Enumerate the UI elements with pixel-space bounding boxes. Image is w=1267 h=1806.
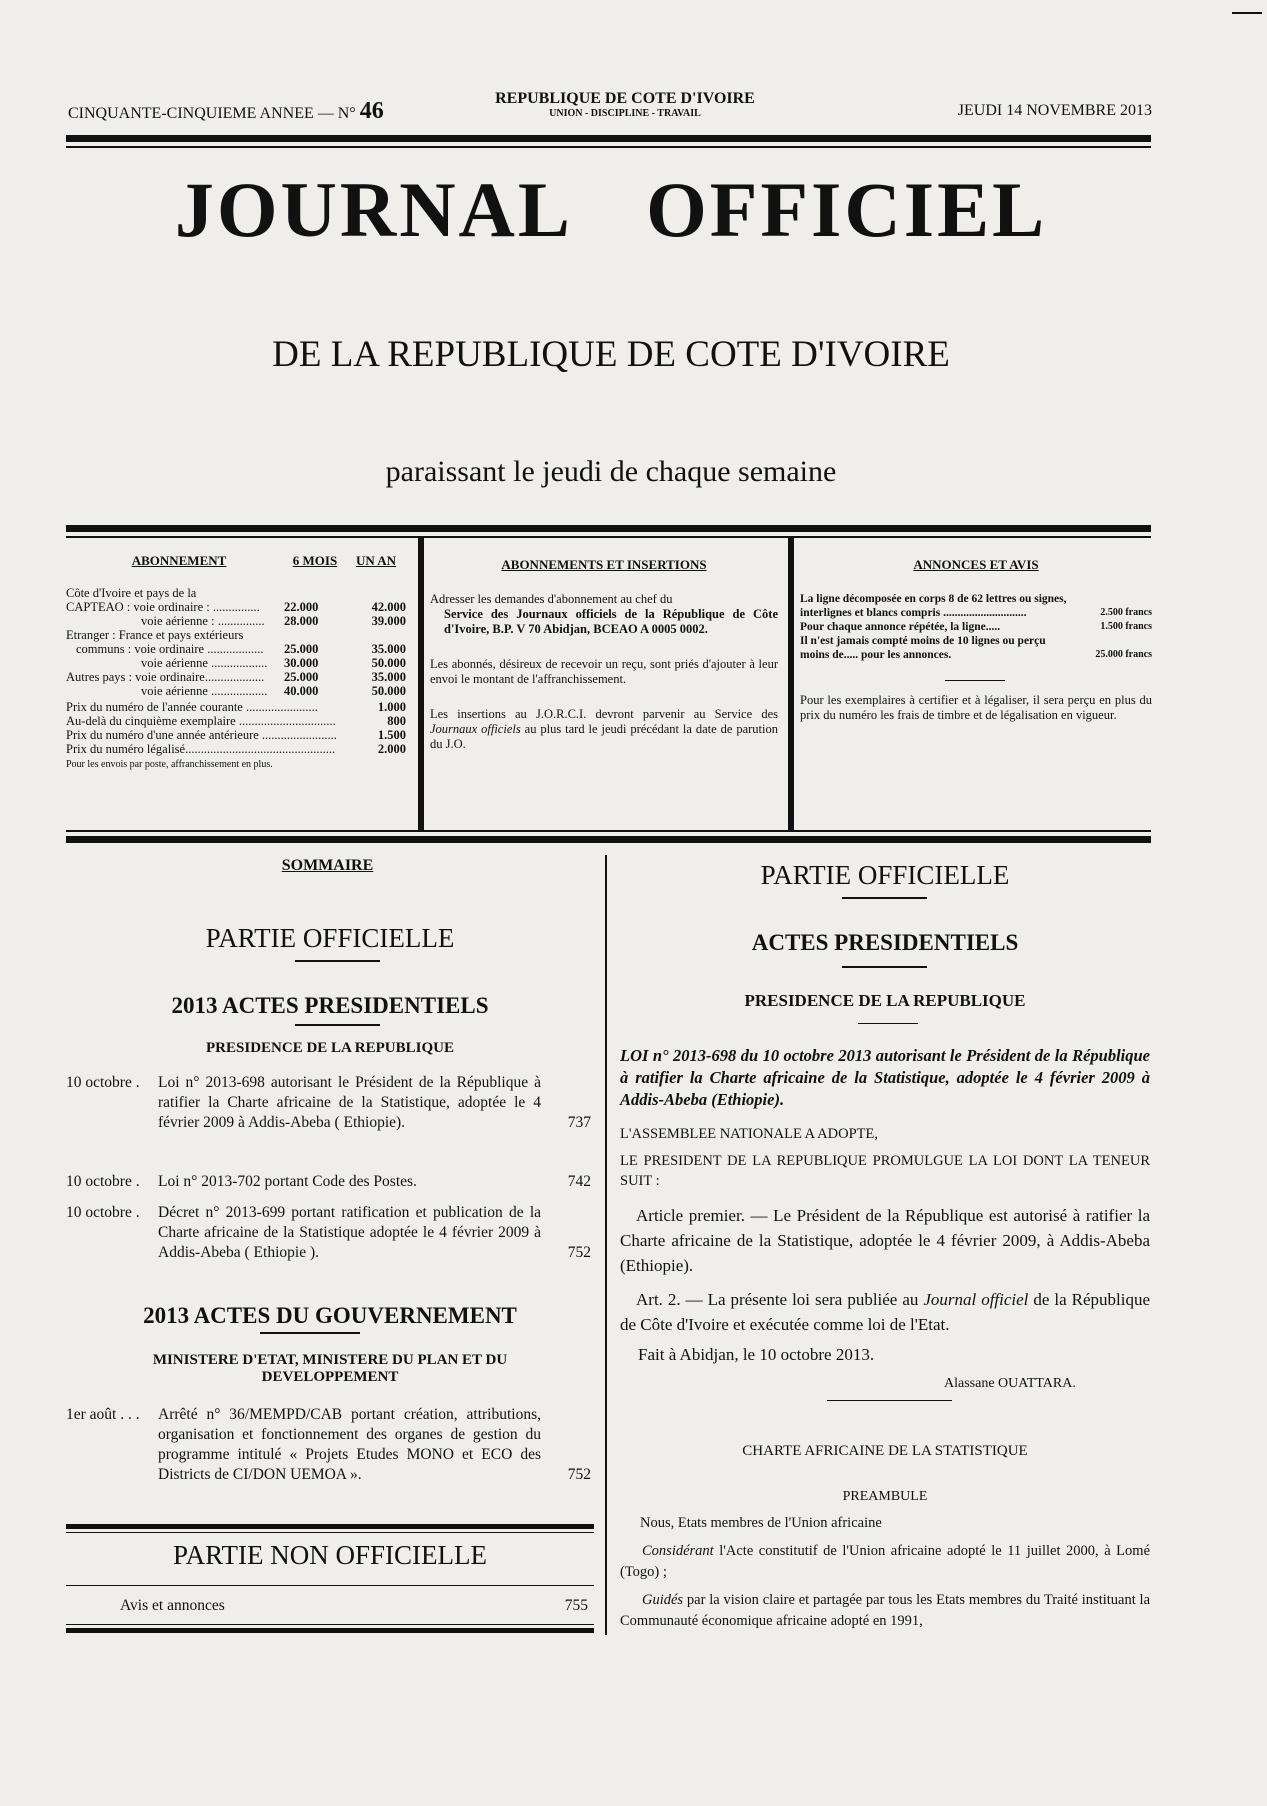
- abonnement-price-value: 1.000: [377, 700, 406, 714]
- abonnement-row-label: Autres pays : voie ordinaire...................: [66, 670, 265, 684]
- right-presidence-underline: [858, 1023, 918, 1024]
- sommaire-partie-officielle: PARTIE OFFICIELLE: [205, 923, 455, 953]
- abonnement-row-unan: 50.000: [371, 656, 406, 670]
- journal-subtitle: DE LA REPUBLIQUE DE COTE D'IVOIRE: [272, 334, 950, 375]
- entry-page: 742: [567, 1173, 591, 1190]
- motto: UNION - DISCIPLINE - TRAVAIL: [549, 108, 701, 119]
- abonnement-row-6mois: 40.000: [284, 684, 319, 698]
- abonnement-price-row: [66, 700, 406, 714]
- sommaire-entry-3[interactable]: [66, 1203, 591, 1263]
- issue-date: JEUDI 14 NOVEMBRE 2013: [957, 102, 1152, 119]
- abonnement-row-6mois: 30.000: [284, 656, 319, 670]
- entry-date: 1er août . . .: [66, 1406, 140, 1423]
- non-off-rule-thin: [66, 1532, 594, 1533]
- infobox-bottom-thin: [66, 830, 1151, 832]
- fait-a-abidjan: Fait à Abidjan, le 10 octobre 2013.: [638, 1345, 875, 1364]
- abonnement-row-unan: 42.000: [371, 600, 406, 614]
- abonnement-row: [66, 656, 406, 670]
- infobox-divider-2: [788, 538, 794, 830]
- abonnement-row-6mois: 22.000: [284, 600, 319, 614]
- abonnement-price-label: Prix du numéro légalisé................................................: [66, 742, 336, 756]
- abonnement-note: Pour les envois par poste, affranchissement en plus.: [66, 759, 273, 770]
- signature: Alassane OUATTARA.: [944, 1376, 1076, 1391]
- abonnement-row-label: voie aérienne ..................: [141, 684, 268, 698]
- corner-mark: [1232, 12, 1262, 14]
- abonnement-price-label: Prix du numéro de l'année courante .......................: [66, 700, 318, 714]
- avis-annonces-page: 755: [564, 1597, 588, 1614]
- considerant: Considérant l'Acte constitutif de l'Union africaine adopté le 11 juillet 2000, à Lomé (Togo) ;: [620, 1543, 1151, 1580]
- abonnement-row-label: Etranger : France et pays extérieurs: [66, 628, 244, 642]
- abonnement-price-row: [66, 728, 406, 742]
- annonces-l2: Pour chaque annonce répétée, la ligne.....: [800, 621, 1001, 633]
- abonnement-row-unan: 50.000: [371, 684, 406, 698]
- sommaire-bottom-thin: [66, 1624, 594, 1625]
- insertions-p3: Les insertions au J.O.R.C.I. devront parvenir au Service des Journaux officiels au plus tard le jeudi précédant la date de parution du J.O.: [430, 707, 778, 751]
- abonnement-row-6mois: 25.000: [284, 670, 319, 684]
- republic-name: REPUBLIQUE DE COTE D'IVOIRE: [495, 90, 755, 107]
- right-presidence: PRESIDENCE DE LA REPUBLIQUE: [744, 991, 1026, 1010]
- abonnement-row: [66, 670, 406, 684]
- abonnement-row: [66, 614, 406, 628]
- entry-text: Arrêté n° 36/MEMPD/CAB portant création, attributions, organisation et fonctionnement des organes de gestion du programme intitulé « Projets Etudes MONO et ECO des Districts de CI/DON UEMOA ».: [158, 1406, 541, 1483]
- abonnement-price-value: 2.000: [377, 742, 406, 756]
- abonnement-row-6mois: [284, 628, 346, 642]
- abonnement-row: [66, 586, 406, 600]
- avis-annonces-label: Avis et annonces: [120, 1597, 225, 1614]
- abonnement-head: ABONNEMENT: [131, 553, 227, 568]
- entry-text: Loi n° 2013-702 portant Code des Postes.: [158, 1173, 417, 1190]
- sommaire-ministere: MINISTERE D'ETAT, MINISTERE DU PLAN ET DU DEVELOPPEMENT: [152, 1352, 508, 1385]
- abonnement-row: [66, 684, 406, 698]
- abonnement-row-unan: 35.000: [371, 642, 406, 656]
- abonnement-row-6mois: 28.000: [284, 614, 319, 628]
- annonces-v2: 1.500 francs: [1100, 621, 1152, 632]
- annonces-v3: 25.000 francs: [1095, 649, 1152, 660]
- journal-title: JOURNAL OFFICIEL: [174, 166, 1048, 253]
- infobox-divider-1: [418, 538, 424, 830]
- insertions-p2: Les abonnés, désireux de recevoir un reçu, sont priés d'ajouter à leur envoi le montant de l'affranchissement.: [430, 657, 778, 686]
- right-partie-officielle: PARTIE OFFICIELLE: [760, 860, 1010, 890]
- loi-title: LOI n° 2013-698 du 10 octobre 2013 autorisant le Président de la République à ratifier la Charte africaine de la Statistique, adoptée le 4 février 2009 à Addis-Abeba (Ethiopie).: [620, 1046, 1150, 1109]
- entry-date: 10 octobre .: [66, 1204, 140, 1221]
- header-rule-thick: [66, 135, 1151, 142]
- sommaire-actes-gouv: 2013 ACTES DU GOUVERNEMENT: [143, 1303, 517, 1328]
- annonces-head: ANNONCES ET AVIS: [913, 557, 1039, 572]
- abonnement-price-label: Prix du numéro d'une année antérieure ........................: [66, 728, 337, 742]
- nous-etats: Nous, Etats membres de l'Union africaine: [640, 1515, 882, 1531]
- issue-line: CINQUANTE-CINQUIEME ANNEE — N° 46: [68, 98, 384, 124]
- sommaire-title: SOMMAIRE: [281, 857, 374, 874]
- abonnement-row-label: voie aérienne : ...............: [141, 614, 265, 628]
- entry-date: 10 octobre .: [66, 1074, 140, 1091]
- issue-number: 46: [359, 98, 384, 124]
- actes-pres-underline: [295, 1024, 380, 1026]
- assemblee: L'ASSEMBLEE NATIONALE A ADOPTE,: [620, 1126, 878, 1142]
- entry-date: 10 octobre .: [66, 1173, 140, 1190]
- guides: Guidés par la vision claire et partagée par tous les Etats membres du Traité instituant la Communauté économique africaine adopté en 1991,: [620, 1592, 1151, 1629]
- abonnement-row-unan: [346, 628, 406, 642]
- header-rule-thin: [66, 146, 1151, 148]
- abonnement-row-label: voie aérienne ..................: [141, 656, 268, 670]
- insertions-box: [430, 557, 778, 752]
- abonnement-row-unan: 39.000: [371, 614, 406, 628]
- abonnement-row-unan: 35.000: [371, 670, 406, 684]
- article-2: Art. 2. — La présente loi sera publiée au Journal officiel de la République de Côte d'Ivoire et exécutée comme loi de l'Etat.: [620, 1290, 1151, 1334]
- sommaire-gouv-entry[interactable]: [66, 1405, 591, 1485]
- entry-page: 737: [567, 1114, 591, 1131]
- abonnement-price-value: 800: [387, 714, 406, 728]
- preambule: PREAMBULE: [842, 1489, 928, 1504]
- abonnement-row-6mois: [284, 586, 346, 600]
- abonnement-row-label: Côte d'Ivoire et pays de la: [66, 586, 197, 600]
- charte-title: CHARTE AFRICAINE DE LA STATISTIQUE: [742, 1443, 1028, 1459]
- sommaire-entry-2[interactable]: [66, 1172, 591, 1192]
- partie-underline: [295, 960, 380, 962]
- abonnement-row-label: CAPTEAO : voie ordinaire : ...............: [66, 600, 260, 614]
- actes-gouv-underline: [260, 1332, 360, 1334]
- annonces-l3: Il n'est jamais compté moins de 10 lignes ou perçu moins de..... pour les annonces.: [800, 635, 1046, 661]
- non-off-rule-thick: [66, 1524, 594, 1529]
- right-actes: ACTES PRESIDENTIELS: [751, 930, 1019, 955]
- entry-text: Loi n° 2013-698 autorisant le Président de la République à ratifier la Charte africaine de la Statistique, adoptée le 4 février 2009 à Addis-Abeba ( Ethiopie).: [158, 1074, 541, 1131]
- sommaire-actes-pres: 2013 ACTES PRESIDENTIELS: [171, 993, 489, 1018]
- entry-page: 752: [567, 1244, 591, 1261]
- infobox-bottom-thick: [66, 836, 1151, 843]
- entry-page: 752: [567, 1466, 591, 1483]
- col-unan: UN AN: [355, 553, 397, 568]
- annonces-l1: La ligne décomposée en corps 8 de 62 lettres ou signes, interlignes et blancs compris .............................: [800, 593, 1067, 619]
- abonnement-price-label: Au-delà du cinquième exemplaire ...............................: [66, 714, 336, 728]
- abonnement-row: [66, 642, 406, 656]
- entry-text: Décret n° 2013-699 portant ratification et publication de la Charte africaine de la Statistique adoptée le 4 février 2009 à Addis-Abeba ( Ethiopie ).: [158, 1204, 541, 1261]
- annonces-box: [800, 557, 1152, 723]
- abonnement-box: [66, 553, 406, 772]
- signature-rule: [827, 1400, 952, 1401]
- abonnement-price-row: [66, 742, 406, 756]
- abonnement-row: [66, 600, 406, 614]
- infobox-top-thin: [66, 536, 1151, 538]
- abonnement-row-unan: [346, 586, 406, 600]
- abonnement-row-label: communs : voie ordinaire ..................: [76, 642, 264, 656]
- column-divider: [605, 855, 607, 1635]
- president-promulgue: LE PRESIDENT DE LA REPUBLIQUE PROMULGUE LA LOI DONT LA TENEUR SUIT :: [620, 1153, 1150, 1189]
- right-partie-underline: [842, 897, 927, 899]
- sommaire-non-officielle: PARTIE NON OFFICIELLE: [173, 1540, 487, 1570]
- insertions-p1: Adresser les demandes d'abonnement au chef du Service des Journaux officiels de la République de Côte d'Ivoire, B.P. V 70 Abidjan, BCEAO A 0005 0002.: [430, 592, 778, 636]
- avis-annonces[interactable]: [120, 1597, 588, 1615]
- non-off-rule-2: [66, 1585, 594, 1586]
- abonnement-row: [66, 628, 406, 642]
- abonnement-rows: [66, 586, 406, 698]
- insertions-head: ABONNEMENTS ET INSERTIONS: [501, 557, 707, 572]
- abonnement-prices: [66, 700, 406, 756]
- sommaire-entry-1[interactable]: [66, 1073, 591, 1133]
- col-6mois: 6 MOIS: [292, 553, 338, 568]
- annonces-v1: 2.500 francs: [1100, 607, 1152, 618]
- abonnement-price-row: [66, 714, 406, 728]
- abonnement-price-value: 1.500: [377, 728, 406, 742]
- republic-block: [480, 90, 770, 119]
- annonces-p2: Pour les exemplaires à certifier et à légaliser, il sera perçu en plus du prix du numéro les frais de timbre et de légalisation en vigueur.: [800, 693, 1152, 722]
- right-actes-underline: [842, 966, 927, 968]
- article-1: Article premier. — Le Président de la République est autorisé à ratifier la Charte africaine de la Statistique, adoptée le 4 février 2009, à Addis-Abeba (Ethiopie).: [620, 1206, 1150, 1275]
- sommaire-bottom-thick: [66, 1628, 594, 1633]
- annonces-separator: [945, 680, 1005, 681]
- abonnement-row-6mois: 25.000: [284, 642, 319, 656]
- journal-tagline: paraissant le jeudi de chaque semaine: [385, 455, 837, 488]
- infobox-top-thick: [66, 525, 1151, 532]
- sommaire-presidence: PRESIDENCE DE LA REPUBLIQUE: [206, 1040, 454, 1056]
